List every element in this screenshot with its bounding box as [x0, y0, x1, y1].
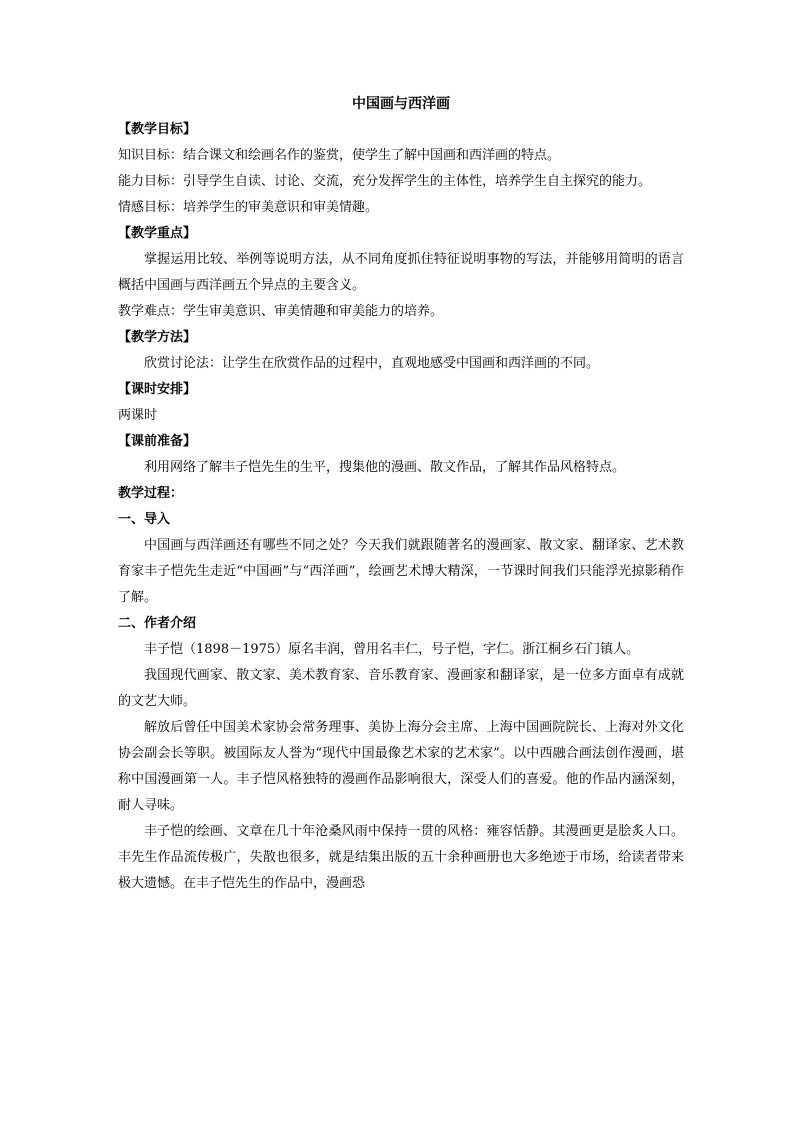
- objectives-heading: 【教学目标】: [118, 122, 197, 137]
- author-paragraph-3: 解放后曾任中国美术家协会常务理事、美协上海分会主席、上海中国画院院长、上海对外文化协会副会长等职。被国际友人誉为“现代中国最像艺术家的艺术家”。以中西融合画法创作漫画，堪称中国漫画第一人。丰子恺风格独特的漫画作品影响很大，深受人们的喜爱。他的作品内涵深刻，耐人寻味。: [118, 720, 684, 813]
- author-heading: 二、作者介绍: [118, 616, 197, 631]
- author-paragraph-2: 我国现代画家、散文家、美术教育家、音乐教育家、漫画家和翻译家，是一位多方面卓有成就的文艺大师。: [118, 668, 684, 709]
- ability-goal: 能力目标：引导学生自读、讨论、交流，充分发挥学生的主体性，培养学生自主探究的能力。: [118, 174, 652, 189]
- intro-heading: 一、导入: [118, 512, 171, 527]
- document-title: 中国画与西洋画: [352, 96, 450, 112]
- knowledge-goal: 知识目标：结合课文和绘画名作的鉴赏，使学生了解中国画和西洋画的特点。: [118, 148, 561, 163]
- prep-heading: 【课前准备】: [118, 434, 197, 449]
- document-page: [118, 91, 684, 897]
- key-points-text: 掌握运用比较、举例等说明方法，从不同角度抓住特征说明事物的写法，并能够用简明的语言概括中国画与西洋画五个异点的主要含义。: [118, 252, 684, 293]
- author-paragraph-1: 丰子恺（1898－1975）原名丰润，曾用名丰仁，号子恺，字仁。浙江桐乡石门镇人。: [144, 642, 640, 657]
- schedule-heading: 【课时安排】: [118, 382, 197, 397]
- key-points-heading: 【教学重点】: [118, 226, 197, 241]
- process-heading: 教学过程：: [118, 486, 184, 501]
- difficulty-text: 教学难点：学生审美意识、审美情趣和审美能力的培养。: [118, 304, 444, 319]
- prep-text: 利用网络了解丰子恺先生的生平，搜集他的漫画、散文作品，了解其作品风格特点。: [144, 460, 626, 475]
- emotion-goal: 情感目标：培养学生的审美意识和审美情趣。: [118, 200, 379, 215]
- intro-text: 中国画与西洋画还有哪些不同之处？今天我们就跟随著名的漫画家、散文家、翻译家、艺术教育家丰子恺先生走近“中国画”与“西洋画”，绘画艺术博大精深，一节课时间我们只能浮光掠影稍作了解。: [118, 538, 684, 605]
- schedule-text: 两课时: [118, 408, 158, 423]
- methods-text: 欣赏讨论法：让学生在欣赏作品的过程中，直观地感受中国画和西洋画的不同。: [144, 356, 600, 371]
- author-paragraph-4: 丰子恺的绘画、文章在几十年沧桑风雨中保持一贯的风格：雍容恬静。其漫画更是脍炙人口。丰先生作品流传极广，失散也很多，就是结集出版的五十余种画册也大多绝迹于市场，给读者带来极大遗憾。在丰子恺先生的作品中，漫画恐: [118, 824, 684, 891]
- methods-heading: 【教学方法】: [118, 330, 197, 345]
